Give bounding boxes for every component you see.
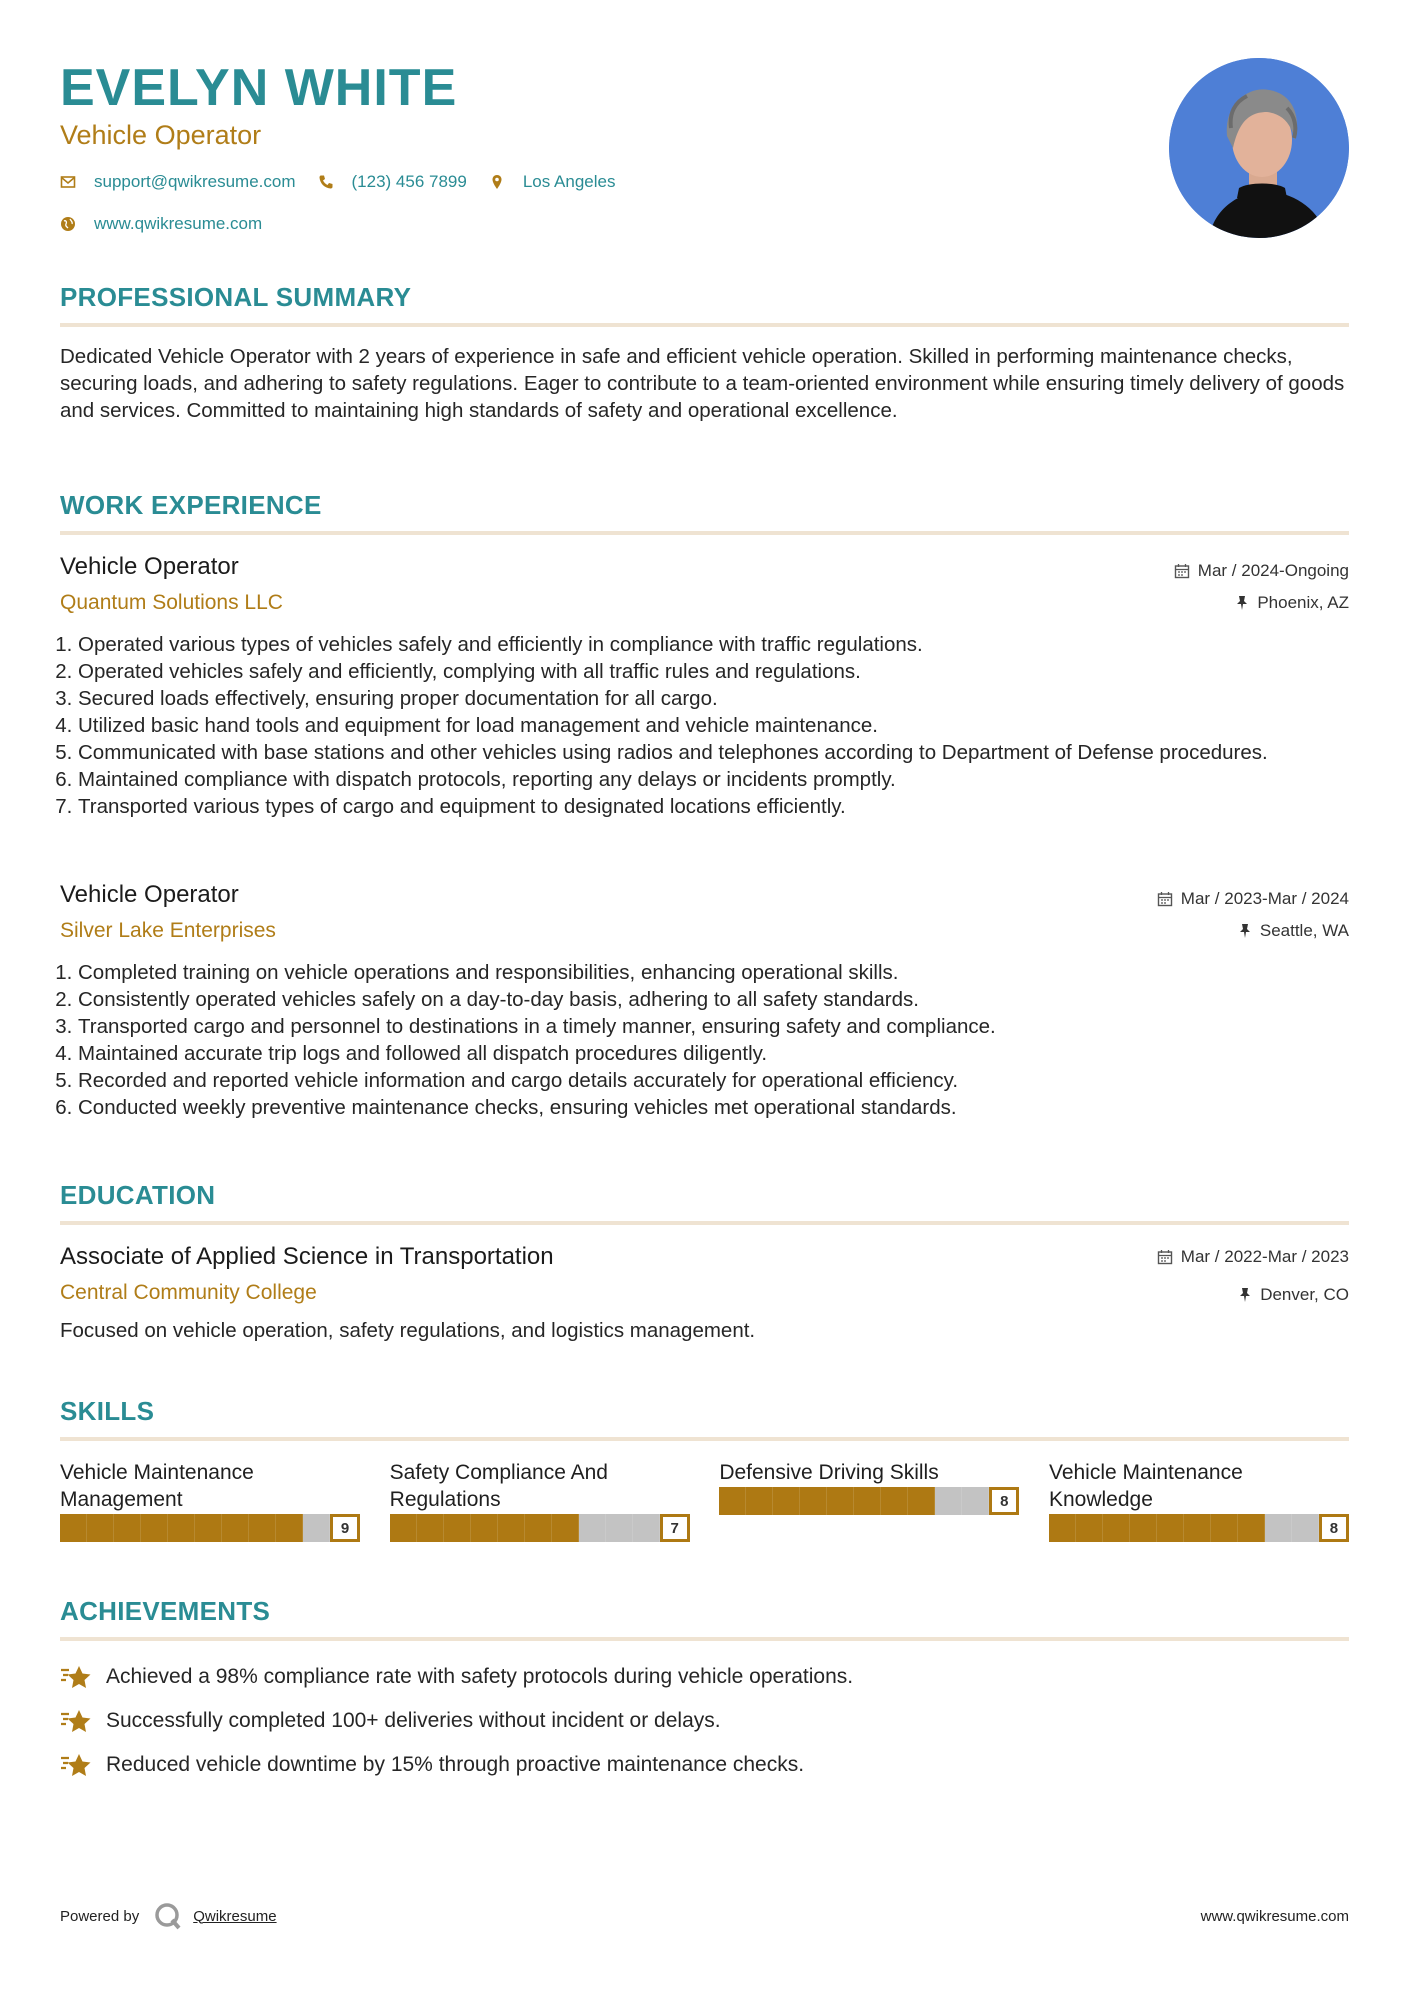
calendar-icon	[1174, 563, 1190, 579]
job-title: Vehicle Operator	[60, 881, 239, 908]
profile-photo	[1169, 58, 1349, 238]
section-divider	[60, 531, 1349, 535]
pushpin-icon	[1235, 595, 1249, 611]
candidate-role: Vehicle Operator	[60, 120, 262, 150]
contact-row	[60, 172, 637, 192]
education-dates	[1157, 1247, 1349, 1267]
job-bullet: 4. Maintained accurate trip logs and followed all dispatch procedures diligently.	[78, 1040, 1349, 1067]
skill-bar	[390, 1513, 690, 1543]
skill-bar-track	[60, 1514, 330, 1542]
skill-score: 8	[989, 1487, 1019, 1515]
job-company: Silver Lake Enterprises	[60, 919, 276, 942]
job-dates	[1174, 561, 1349, 581]
skill-bar	[719, 1486, 1019, 1516]
job-bullet: 6. Maintained compliance with dispatch protocols, reporting any delays or incidents promptly.	[78, 766, 1349, 793]
resume-header	[60, 0, 1349, 250]
job-bullet: 5. Communicated with base stations and other vehicles using radios and telephones according to Department of Defense procedures.	[78, 739, 1349, 766]
shooting-star-icon	[60, 1708, 92, 1734]
skill-bar	[60, 1513, 360, 1543]
job-bullet: 3. Transported cargo and personnel to destinations in a timely manner, ensuring safety and compliance.	[78, 1013, 1349, 1040]
contact-phone[interactable]	[318, 172, 467, 192]
skill-name: Vehicle Maintenance Management	[60, 1461, 254, 1511]
job-bullets	[60, 631, 1349, 820]
powered-by	[60, 1901, 277, 1931]
skill-item	[719, 1459, 1019, 1543]
candidate-name: EVELYN WHITE	[60, 59, 458, 117]
skill-score: 8	[1319, 1514, 1349, 1542]
job-location-text: Phoenix, AZ	[1257, 593, 1349, 612]
location-text: Los Angeles	[522, 172, 616, 191]
section-divider	[60, 1637, 1349, 1641]
job-bullet: 1. Operated various types of vehicles safely and efficiently in compliance with traffic regulations.	[78, 631, 1349, 658]
summary-text: Dedicated Vehicle Operator with 2 years of experience in safe and efficient vehicle operation. Skilled in performing maintenance checks, securing loads, and adhering to safety regulations. Eager to contribute to a team-oriented environment while ensuring timely delivery of goods and services. Committed to maintaining high standards of safety and operational excellence.	[60, 345, 1345, 422]
skill-name: Safety Compliance And Regulations	[389, 1461, 608, 1511]
contact-location	[489, 172, 616, 192]
education-dates-text: Mar / 2022-Mar / 2023	[1180, 1247, 1349, 1266]
envelope-icon	[60, 174, 76, 190]
job-company: Quantum Solutions LLC	[60, 591, 283, 614]
resume-page	[60, 0, 1349, 1990]
achievement-item	[60, 1655, 1349, 1699]
section-divider	[60, 1221, 1349, 1225]
education-entry	[60, 1243, 1349, 1344]
pushpin-icon	[1238, 1287, 1252, 1303]
skill-name: Vehicle Maintenance Knowledge	[1048, 1461, 1243, 1511]
skill-bar-track	[719, 1487, 989, 1515]
job-bullet: 4. Utilized basic hand tools and equipment for load management and vehicle maintenance.	[78, 712, 1349, 739]
skill-item	[390, 1459, 690, 1543]
achievement-item	[60, 1743, 1349, 1787]
education-title: EDUCATION	[60, 1180, 216, 1210]
achievement-text: Achieved a 98% compliance rate with safety protocols during vehicle operations.	[106, 1665, 854, 1688]
avatar-portrait-icon	[1169, 58, 1349, 238]
job-location	[1238, 921, 1349, 941]
job-bullet: 7. Transported various types of cargo and equipment to designated locations efficiently.	[78, 793, 1349, 820]
skill-score: 7	[660, 1514, 690, 1542]
brand-link[interactable]: Qwikresume	[193, 1907, 277, 1925]
skills-title: SKILLS	[60, 1396, 155, 1426]
contact-row-website	[60, 214, 284, 234]
experience-section	[60, 490, 1349, 1141]
degree-title: Associate of Applied Science in Transportation	[60, 1243, 554, 1270]
job-bullet: 3. Secured loads effectively, ensuring proper documentation for all cargo.	[78, 685, 1349, 712]
powered-by-label: Powered by	[60, 1907, 140, 1925]
shooting-star-icon	[60, 1664, 92, 1690]
email-text: support@qwikresume.com	[94, 172, 296, 191]
education-section	[60, 1180, 1349, 1344]
footer	[60, 1896, 1349, 1936]
skills-section	[60, 1396, 1349, 1543]
job-bullet: 5. Recorded and reported vehicle information and cargo details accurately for operational efficiency.	[78, 1067, 1349, 1094]
calendar-icon	[1157, 891, 1173, 907]
job-dates-text: Mar / 2024-Ongoing	[1197, 561, 1349, 580]
summary-section	[60, 282, 1349, 424]
contact-website[interactable]	[60, 214, 262, 234]
job-bullet: 2. Consistently operated vehicles safely on a day-to-day basis, adhering to all safety standards.	[78, 986, 1349, 1013]
education-location-text: Denver, CO	[1260, 1285, 1349, 1304]
contact-email[interactable]	[60, 172, 296, 192]
phone-text: (123) 456 7899	[351, 172, 467, 191]
skill-bar	[1049, 1513, 1349, 1543]
website-text: www.qwikresume.com	[94, 214, 263, 233]
school-name: Central Community College	[60, 1281, 317, 1304]
section-divider	[60, 1437, 1349, 1441]
job-title: Vehicle Operator	[60, 553, 239, 580]
section-divider	[60, 323, 1349, 327]
skill-score: 9	[330, 1514, 360, 1542]
skill-bar-track	[390, 1514, 660, 1542]
pushpin-icon	[1238, 923, 1252, 939]
education-description: Focused on vehicle operation, safety regulations, and logistics management.	[60, 1319, 756, 1342]
job-location	[1235, 593, 1349, 613]
calendar-icon	[1157, 1249, 1173, 1265]
shooting-star-icon	[60, 1752, 92, 1778]
achievement-text: Successfully completed 100+ deliveries without incident or delays.	[106, 1709, 721, 1732]
job-location-text: Seattle, WA	[1259, 921, 1349, 940]
achievements-title: ACHIEVEMENTS	[60, 1596, 271, 1626]
phone-icon	[318, 174, 334, 190]
experience-title: WORK EXPERIENCE	[60, 490, 322, 520]
job-bullet: 1. Completed training on vehicle operations and responsibilities, enhancing operational skills.	[78, 959, 1349, 986]
achievements-section	[60, 1596, 1349, 1787]
qwikresume-logo-icon	[153, 1901, 183, 1931]
skill-name: Defensive Driving Skills	[719, 1461, 939, 1484]
job-entry	[60, 553, 1349, 853]
job-bullet: 6. Conducted weekly preventive maintenance checks, ensuring vehicles met operational standards.	[78, 1094, 1349, 1121]
job-bullet: 2. Operated vehicles safely and efficiently, complying with all traffic rules and regulations.	[78, 658, 1349, 685]
job-dates-text: Mar / 2023-Mar / 2024	[1180, 889, 1349, 908]
job-entry	[60, 881, 1349, 1141]
education-location	[1238, 1285, 1349, 1305]
achievements-list	[60, 1655, 1349, 1787]
footer-website[interactable]: www.qwikresume.com	[1200, 1907, 1349, 1925]
achievement-text: Reduced vehicle downtime by 15% through proactive maintenance checks.	[106, 1753, 805, 1776]
summary-title: PROFESSIONAL SUMMARY	[60, 282, 412, 312]
job-dates	[1157, 889, 1349, 909]
achievement-item	[60, 1699, 1349, 1743]
map-pin-icon	[489, 174, 505, 190]
skill-item	[1049, 1459, 1349, 1543]
job-bullets	[60, 959, 1349, 1121]
skills-grid	[60, 1459, 1349, 1543]
skill-item	[60, 1459, 360, 1543]
skill-bar-track	[1049, 1514, 1319, 1542]
globe-icon	[60, 216, 76, 232]
